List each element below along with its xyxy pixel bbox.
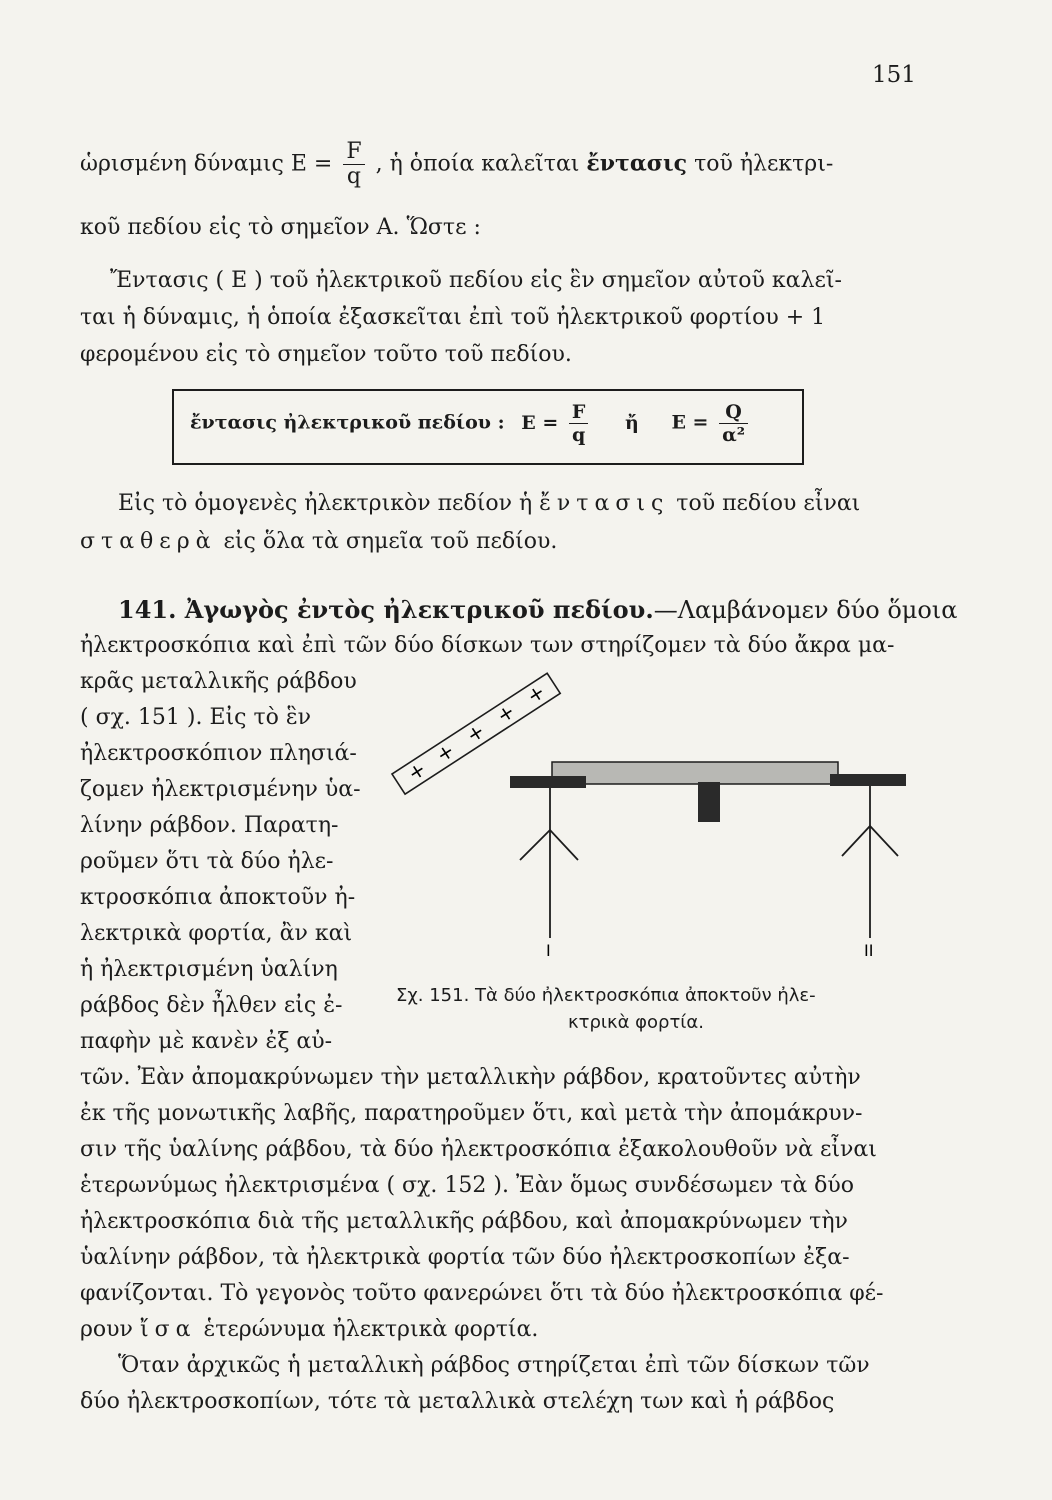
definition-line-2: ται ἡ δύναμις, ἡ ὁποία ἐξασκεῖται ἐπὶ τοῦ ἠλεκτρικοῦ φορτίου + 1 [80, 305, 826, 330]
charge-plus-4: + [492, 698, 520, 728]
narrow-line: ράβδος δὲν ἦλθεν εἰς ἐ- [80, 993, 343, 1018]
page-number: 151 [872, 62, 916, 88]
fraction-f-over-q [343, 140, 364, 189]
formula-box [172, 389, 804, 465]
section-title: 141. Ἀγωγὸς ἐντὸς ἠλεκτρικοῦ πεδίου. [118, 595, 654, 624]
text-line: δύο ἠλεκτροσκοπίων, τότε τὰ μεταλλικὰ στελέχη των καὶ ἡ ράβδος [80, 1389, 835, 1414]
text-line: ὑαλίνην ράβδον, τὰ ἠλεκτρικὰ φορτία τῶν δύο ἠλεκτροσκοπίων ἐξα- [80, 1245, 850, 1270]
narrow-line: παφὴν μὲ κανὲν ἐξ αὐ- [80, 1029, 333, 1054]
narrow-line: κρᾶς μεταλλικῆς ράβδου [80, 669, 357, 694]
box-e1: E = [521, 411, 559, 434]
uniform-line-2-text: εἰς ὅλα τὰ σημεῖα τοῦ πεδίου. [223, 529, 558, 554]
box-fraction-1 [569, 401, 589, 446]
narrow-line: ροῦμεν ὅτι τὰ δύο ἠλε- [80, 849, 334, 874]
charge-plus-3: + [461, 718, 490, 748]
fraction-denominator: q [346, 164, 362, 189]
text-line: Ὅταν ἀρχικῶς ἡ μεταλλικὴ ράβδος στηρίζεται ἐπὶ τῶν δίσκων τῶν [118, 1353, 870, 1378]
box-fraction-2 [719, 401, 748, 446]
box-den-2: α² [722, 424, 746, 446]
disc-left [510, 776, 586, 788]
uniform-line-2 [80, 528, 557, 556]
label-electroscope-i: I [546, 941, 551, 960]
text-line-isa [80, 1316, 538, 1344]
formula-intro-after: , ἡ ὁποία καλεῖται [375, 151, 580, 177]
spaced-word-stathera: σταθερὰ [80, 529, 217, 554]
box-or: ἤ [625, 411, 639, 434]
box-num-1: F [569, 401, 589, 424]
glass-rod [391, 672, 560, 794]
formula-intro-line [80, 140, 833, 189]
text-line: σιν τῆς ὑαλίνης ράβδου, τὰ δύο ἠλεκτροσκόπια ἐξακολουθοῦν νὰ εἶναι [80, 1137, 877, 1162]
box-num-2: Q [719, 401, 748, 424]
charge-plus-1: + [403, 756, 431, 786]
text-line: τῶν. Ἐὰν ἀπομακρύνωμεν τὴν μεταλλικὴν ράβδον, κρατοῦντες αὐτὴν [80, 1065, 861, 1090]
label-electroscope-ii: II [864, 941, 874, 960]
uniform-line-1 [118, 490, 860, 518]
narrow-line: ( σχ. 151 ). Εἰς τὸ ἓν [80, 705, 312, 730]
metal-rod [552, 762, 838, 784]
text-line: ἑτερωνύμως ἠλεκτρισμένα ( σχ. 152 ). Ἐὰν ὅμως συνδέσωμεν τὰ δύο [80, 1173, 855, 1198]
uniform-text-after: τοῦ πεδίου εἶναι [676, 491, 861, 516]
electroscope-figure [380, 670, 920, 970]
charge-plus-2: + [431, 737, 459, 768]
definition-line-1: Ἔντασις ( Ε ) τοῦ ἠλεκτρικοῦ πεδίου εἰς ἓν σημεῖον αὐτοῦ καλεῖ- [110, 268, 842, 293]
disc-right [830, 774, 906, 786]
text-after-isa: ἑτερώνυμα ἠλεκτρικὰ φορτία. [203, 1317, 539, 1342]
section-title-rest: —Λαμβάνομεν δύο ὅμοια [653, 596, 958, 624]
spaced-word-isa: ἴσα [139, 1317, 197, 1342]
term-entasis: ἔντασις [586, 150, 688, 177]
narrow-line: ἡ ἠλεκτρισμένη ὑαλίνη [80, 957, 338, 982]
uniform-text-before: Εἰς τὸ ὁμογενὲς ἠλεκτρικὸν πεδίον ἡ [118, 491, 533, 516]
fraction-numerator: F [343, 140, 364, 165]
text-line: ἐκ τῆς μονωτικῆς λαβῆς, παρατηροῦμεν ὅτι, καὶ μετὰ τὴν ἀπομάκρυν- [80, 1101, 863, 1126]
text-line: φανίζονται. Τὸ γεγονὸς τοῦτο φανερώνει ὅτι τὰ δύο ἠλεκτροσκόπια φέ- [80, 1281, 884, 1306]
narrow-line: ἠλεκτροσκόπιον πλησιά- [80, 741, 357, 766]
narrow-line: ζομεν ἠλεκτρισμένην ὑα- [80, 777, 361, 802]
box-label: ἔντασις ἠλεκτρικοῦ πεδίου : [190, 411, 505, 434]
figure-caption-line-2: κτρικὰ φορτία. [568, 1012, 704, 1033]
text-line: κοῦ πεδίου εἰς τὸ σημεῖον Α. Ὥστε : [80, 215, 481, 240]
insulating-handle [698, 782, 720, 822]
formula-box-content [190, 401, 752, 446]
section-line-full: ἠλεκτροσκόπια καὶ ἐπὶ τῶν δύο δίσκων των στηρίζομεν τὰ δύο ἄκρα μα- [80, 633, 895, 658]
box-e2: E = [671, 411, 709, 434]
section-heading-line [118, 596, 957, 624]
narrow-line: λεκτρικὰ φορτία, ἂν καὶ [80, 921, 353, 946]
figure-caption-line-1: Σχ. 151. Τὰ δύο ἠλεκτροσκόπια ἀποκτοῦν ἠλε- [396, 985, 816, 1006]
narrow-line: κτροσκόπια ἀποκτοῦν ἠ- [80, 885, 356, 910]
formula-intro-tail: τοῦ ἠλεκτρι- [694, 151, 834, 177]
text-line: ἠλεκτροσκόπια διὰ τῆς μεταλλικῆς ράβδου, καὶ ἀπομακρύνωμεν τὴν [80, 1209, 848, 1234]
formula-intro-before: ὡρισμένη δύναμις E = [80, 151, 333, 177]
narrow-line: λίνην ράβδον. Παρατη- [80, 813, 339, 838]
charge-plus-5: + [522, 679, 550, 709]
leaves-left [520, 830, 578, 860]
definition-line-3: φερομένου εἰς τὸ σημεῖον τοῦτο τοῦ πεδίου. [80, 342, 572, 367]
box-den-1: q [571, 424, 586, 446]
text-before-isa: ρουν [80, 1317, 133, 1342]
spaced-word-entasis: ἔντασις [539, 491, 670, 516]
